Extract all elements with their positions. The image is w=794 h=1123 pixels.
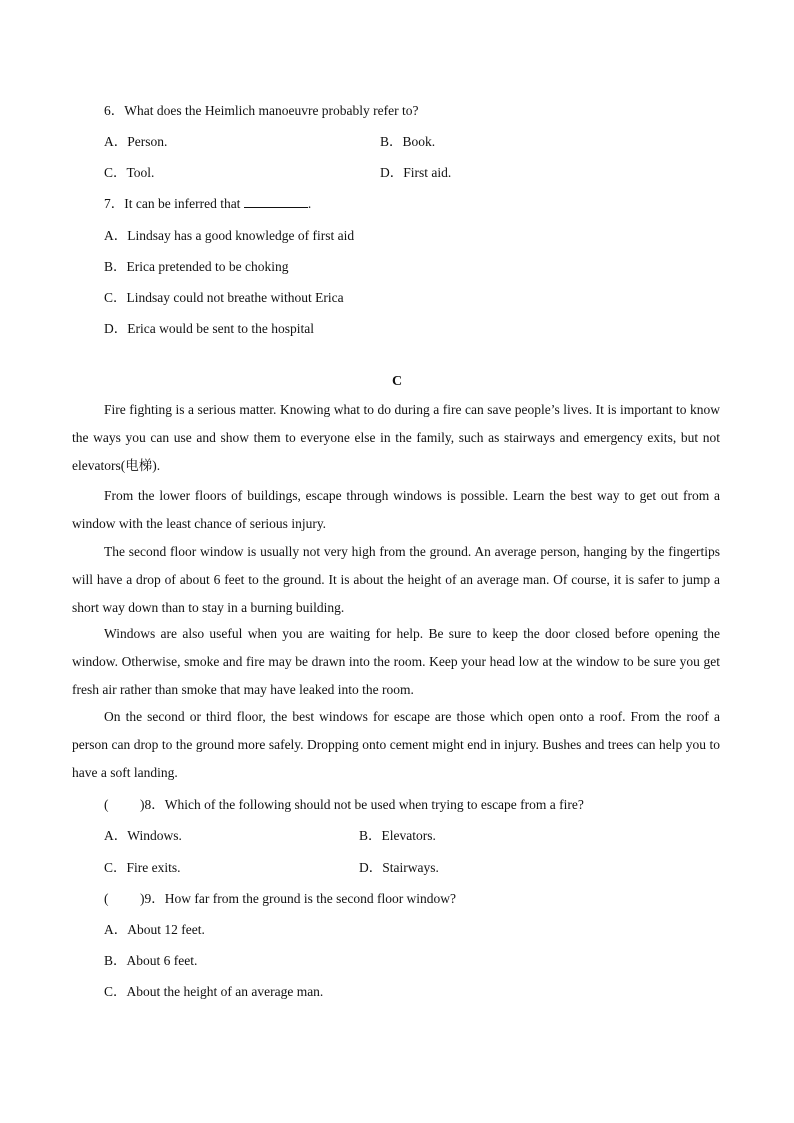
q8-option-c: C．Fire exits.: [104, 860, 181, 875]
q6-option-d: D．First aid.: [380, 165, 452, 180]
q7-option-b: B．Erica pretended to be choking: [104, 259, 289, 274]
q7-option-c: C．Lindsay could not breathe without Erica: [104, 290, 344, 305]
q9-answer-paren: (: [104, 891, 109, 906]
passage-paragraph-2: From the lower floors of buildings, escape through windows is possible. Learn the best way to get out from a window with the least chance of serious injury.: [72, 488, 720, 531]
q9-option-a: A．About 12 feet.: [104, 922, 205, 937]
q8-option-d: D．Stairways.: [359, 860, 439, 875]
q8-option-a: A．Windows.: [104, 828, 182, 843]
q6-option-c: C．Tool.: [104, 165, 155, 180]
passage-paragraph-1: Fire fighting is a serious matter. Knowing what to do during a fire can save people’s lives. It is important to know the ways you can use and show them to everyone else in the family, such as stairways and emergency exits, but not elevators(电梯).: [72, 402, 720, 473]
question-8-stem: [104, 793, 584, 813]
passage-paragraph-4: Windows are also useful when you are waiting for help. Be sure to keep the door closed before opening the window. Otherwise, smoke and fire may be drawn into the room. Keep your head low at the window to be sure you get fresh air rather than smoke that may have leaked into the room.: [72, 626, 720, 697]
question-6-stem: 6．What does the Heimlich manoeuvre probably refer to?: [104, 103, 419, 118]
q6-option-b: B．Book.: [380, 134, 436, 149]
q8-option-b: B．Elevators.: [359, 828, 436, 843]
question-9-stem: [104, 887, 456, 907]
section-heading: C: [391, 374, 403, 389]
passage-paragraph-5: On the second or third floor, the best windows for escape are those which open onto a roof. From the roof a person can drop to the ground more safely. Dropping onto cement might end in injury. Bushes and trees can help you to have a soft landing.: [72, 709, 720, 780]
q8-answer-paren: (: [104, 797, 109, 812]
q9-option-b: B．About 6 feet.: [104, 953, 198, 968]
q7-option-d: D．Erica would be sent to the hospital: [104, 321, 314, 336]
passage-paragraph-3: The second floor window is usually not very high from the ground. An average person, hanging by the fingertips will have a drop of about 6 feet to the ground. It is about the height of an average man. Of course, it is safer to jump a short way down than to stay in a burning building.: [72, 544, 720, 615]
q6-option-a: A．Person.: [104, 134, 168, 149]
q8-stem-text: )8．Which of the following should not be used when trying to escape from a fire?: [140, 797, 584, 812]
q7-stem-end: .: [307, 196, 312, 211]
answer-blank: [244, 195, 308, 208]
q7-stem-text: 7．It can be inferred that: [104, 196, 241, 211]
question-7-stem: [104, 192, 311, 212]
q9-option-c: C．About the height of an average man.: [104, 984, 324, 999]
q9-stem-text: )9．How far from the ground is the second floor window?: [140, 891, 457, 906]
q7-option-a: A．Lindsay has a good knowledge of first aid: [104, 228, 355, 243]
